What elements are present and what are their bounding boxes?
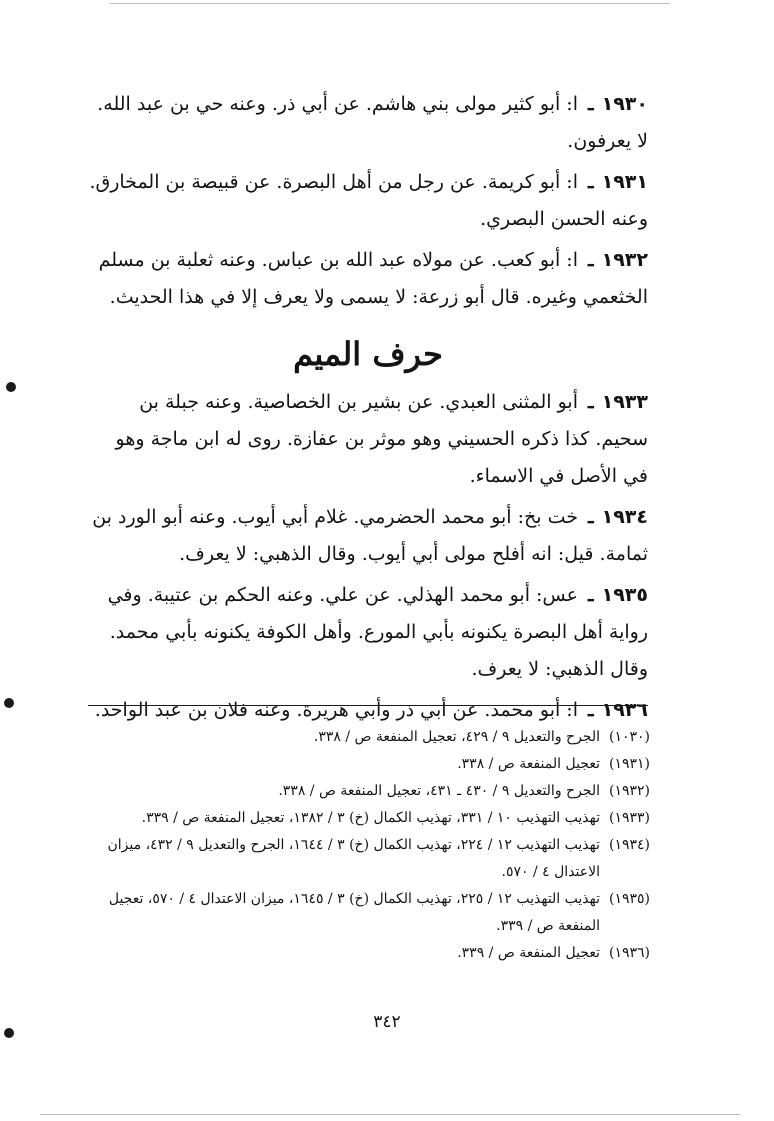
footnote-text: تعجيل المنفعة ص / ٣٣٩. xyxy=(457,945,600,961)
footnote-item xyxy=(88,751,650,778)
entry-1933: ١٩٣٣ـ أبو المثنى العبدي. عن بشير بن الخصاصية. وعنه جبلة بن سحيم. كذا ذكره الحسيني وهو موثر بن عفازة. روى له ابن ماجة وهو في الأصل في الاسماء. xyxy=(115,391,648,487)
footnote-text: تهذيب التهذيب ١٢ / ٢٢٥، تهذيب الكمال (خ) ٣ / ١٦٤٥، ميزان الاعتدال ٤ / ٥٧٠، تعجيل المنفعة ص / ٣٣٩. xyxy=(108,891,600,934)
scan-edge-bottom xyxy=(40,1114,740,1115)
entry-text: ا: أبو كثير مولى بني هاشم. عن أبي ذر. وعنه حي بن عبد الله. لا يعرفون. xyxy=(97,93,648,152)
page-number: ٣٤٢ xyxy=(373,1012,401,1032)
footnote-item xyxy=(88,724,650,751)
footnote-text: تهذيب التهذيب ١٢ / ٢٢٤، تهذيب الكمال (خ) ٣ / ١٦٤٤، الجرح والتعديل ٩ / ٤٣٢، ميزان الاعتدال ٤ / ٥٧٠. xyxy=(107,837,600,880)
footnote-number: (١٩٣٤) xyxy=(608,837,650,853)
main-text xyxy=(88,86,648,733)
footnote-text: تعجيل المنفعة ص / ٣٣٨. xyxy=(457,756,600,772)
entry-text: أبو المثنى العبدي. عن بشير بن الخصاصية. وعنه جبلة بن سحيم. كذا ذكره الحسيني وهو موثر بن عفازة. روى له ابن ماجة وهو في الأصل في الاسماء. xyxy=(115,391,648,487)
footnote-text: الجرح والتعديل ٩ / ٤٣٠ ـ ٤٣١، تعجيل المنفعة ص / ٣٣٨. xyxy=(278,783,600,799)
entry-text: ا: أبو كريمة. عن رجل من أهل البصرة. عن قبيصة بن المخارق. وعنه الحسن البصري. xyxy=(89,171,648,230)
entry-1935: ١٩٣٥ـ عس: أبو محمد الهذلي. عن علي. وعنه الحكم بن عتيبة. وفي رواية أهل البصرة يكنونه بأبي المورع. وأهل الكوفة يكنونه بأبي محمد. وقال الذهبي: لا يعرف. xyxy=(107,584,648,680)
footnote-text: الجرح والتعديل ٩ / ٤٢٩، تعجيل المنفعة ص / ٣٣٨. xyxy=(313,729,600,745)
entry-1931: ١٩٣١ـ ا: أبو كريمة. عن رجل من أهل البصرة. عن قبيصة بن المخارق. وعنه الحسن البصري. xyxy=(89,171,648,230)
entry-1930: ١٩٣٠ـ ا: أبو كثير مولى بني هاشم. عن أبي ذر. وعنه حي بن عبد الله. لا يعرفون. xyxy=(97,93,648,152)
entry-1934: ١٩٣٤ـ خت بخ: أبو محمد الحضرمي. غلام أبي أيوب. وعنه أبو الورد بن ثمامة. قيل: انه أفلح مولى أبي أيوب. وقال الذهبي: لا يعرف. xyxy=(92,506,648,565)
footnote-item xyxy=(88,832,650,886)
footnote-text: تهذيب التهذيب ١٠ / ٣٣١، تهذيب الكمال (خ) ٣ / ١٣٨٢، تعجيل المنفعة ص / ٣٣٩. xyxy=(141,810,600,826)
footnote-divider xyxy=(88,705,648,706)
entry-text: عس: أبو محمد الهذلي. عن علي. وعنه الحكم بن عتيبة. وفي رواية أهل البصرة يكنونه بأبي المورع. وأهل الكوفة يكنونه بأبي محمد. وقال الذهبي: لا يعرف. xyxy=(107,584,648,680)
entry-1932: ١٩٣٢ـ ا: أبو كعب. عن مولاه عبد الله بن عباس. وعنه ثعلبة بن مسلم الخثعمي وغيره. قال أبو زرعة: لا يسمى ولا يعرف إلا في هذا الحديث. xyxy=(98,249,648,308)
footnote-number: (١٠٣٠) xyxy=(608,729,650,745)
entry-text: ا: أبو محمد. عن أبي ذر وأبي هريرة. وعنه فلان بن عبد الواحد. xyxy=(94,699,578,721)
entry-text: ا: أبو كعب. عن مولاه عبد الله بن عباس. وعنه ثعلبة بن مسلم الخثعمي وغيره. قال أبو زرعة: لا يسمى ولا يعرف إلا في هذا الحديث. xyxy=(98,249,648,308)
entry-text: خت بخ: أبو محمد الحضرمي. غلام أبي أيوب. وعنه أبو الورد بن ثمامة. قيل: انه أفلح مولى أبي أيوب. وقال الذهبي: لا يعرف. xyxy=(92,506,648,565)
binding-hole-mark xyxy=(4,698,14,708)
footnote-number: (١٩٣٣) xyxy=(608,810,650,826)
footnotes xyxy=(88,724,650,967)
footnote-item xyxy=(88,778,650,805)
footnote-item xyxy=(88,886,650,940)
footnote-number: (١٩٣٥) xyxy=(608,891,650,907)
footnote-number: (١٩٣١) xyxy=(608,756,650,772)
entry-1936: ١٩٣٦ـ ا: أبو محمد. عن أبي ذر وأبي هريرة. وعنه فلان بن عبد الواحد. xyxy=(94,699,648,721)
binding-hole-mark xyxy=(6,382,16,392)
footnote-item xyxy=(88,940,650,967)
scan-edge-top xyxy=(110,3,670,4)
footnote-item xyxy=(88,805,650,832)
footnote-number: (١٩٣٦) xyxy=(608,945,650,961)
footnote-number: (١٩٣٢) xyxy=(608,783,650,799)
section-heading: حرف الميم xyxy=(293,335,443,373)
